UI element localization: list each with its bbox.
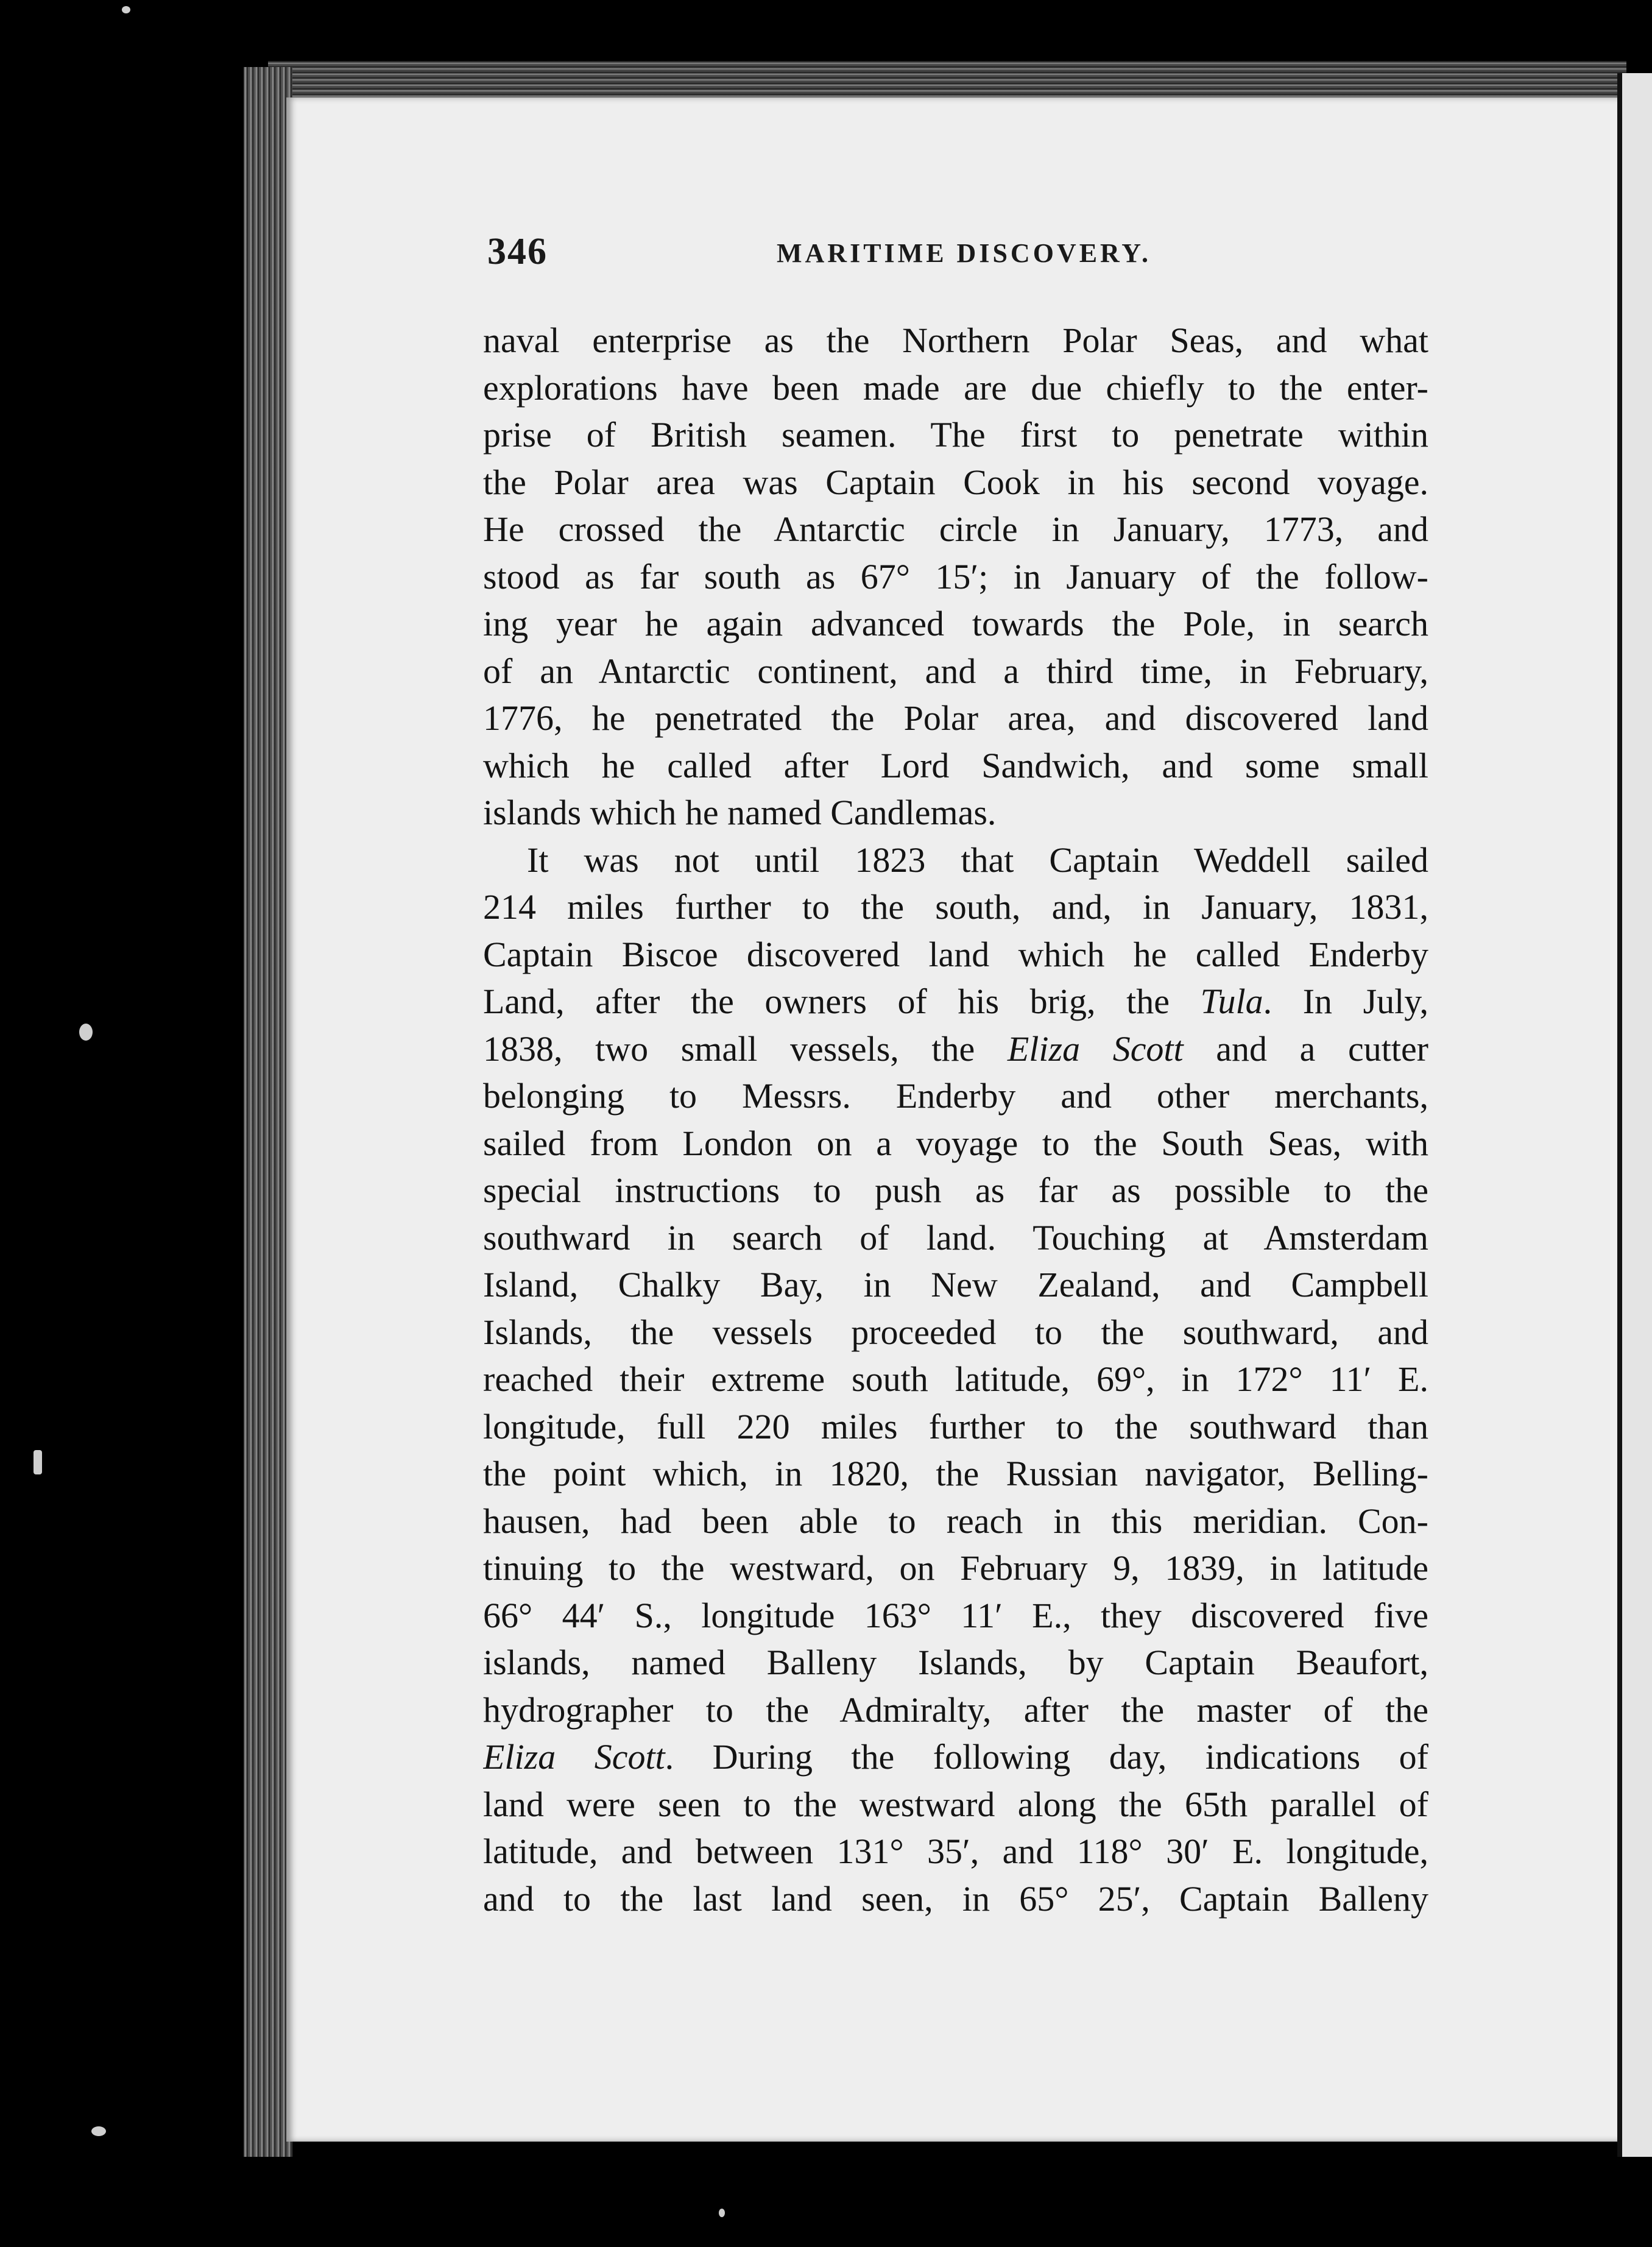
page-header <box>487 230 1431 279</box>
text-line: islands which he named Candlemas. <box>483 793 997 832</box>
scan-speck <box>719 2209 725 2217</box>
text-line: Island, Chalky Bay, in New Zealand, and Campbell <box>483 1265 1428 1304</box>
text-line <box>483 1733 1428 1781</box>
facing-page-edge <box>1617 73 1652 2157</box>
text-line: of an Antarctic continent, and a third time, in February, <box>483 651 1428 691</box>
scan-speck <box>79 1024 93 1041</box>
text-line <box>483 1025 1428 1073</box>
text-line: longitude, full 220 miles further to the southward than <box>483 1406 1428 1446</box>
text-line: prise of British seamen. The first to penetrate within <box>483 415 1428 455</box>
text-line: the Polar area was Captain Cook in his second voyage. <box>483 462 1428 502</box>
text-line: which he called after Lord Sandwich, and some small <box>483 745 1428 785</box>
text-line: sailed from London on a voyage to the South Seas, with <box>483 1123 1428 1163</box>
page-number: 346 <box>487 231 548 272</box>
text-line <box>483 978 1428 1025</box>
text-line: belonging to Messrs. Enderby and other merchants, <box>483 1076 1428 1116</box>
text-line: 1776, he penetrated the Polar area, and discovered land <box>483 698 1428 738</box>
text-run: . In July, <box>1263 982 1428 1021</box>
text-run: and a cutter <box>1183 1028 1428 1069</box>
text-line: stood as far south as 67° 15′; in January of the follow- <box>483 556 1428 596</box>
text-line: naval enterprise as the Northern Polar Seas, and what <box>483 320 1428 360</box>
text-line: explorations have been made are due chiefly to the enter- <box>483 367 1428 408</box>
text-line: ing year he again advanced towards the Pole, in search <box>483 604 1428 643</box>
body-text <box>483 317 1428 1922</box>
text-line: Islands, the vessels proceeded to the southward, and <box>483 1312 1428 1352</box>
text-line: Captain Biscoe discovered land which he called Enderby <box>483 934 1428 974</box>
text-line: land were seen to the westward along the 65th parallel of <box>483 1784 1428 1824</box>
italic-ship-name: Eliza Scott <box>483 1737 665 1777</box>
text-line: latitude, and between 131° 35′, and 118° 30′ E. longitude, <box>483 1831 1428 1871</box>
text-line: special instructions to push as far as possible to the <box>483 1170 1428 1210</box>
text-line: the point which, in 1820, the Russian navigator, Belling- <box>483 1454 1428 1493</box>
italic-ship-name: Tula <box>1200 982 1263 1021</box>
text-run: 1838, two small vessels, the <box>483 1028 1008 1069</box>
text-line: 66° 44′ S., longitude 163° 11′ E., they discovered five <box>483 1595 1428 1635</box>
text-line: It was not until 1823 that Captain Weddell sailed <box>527 840 1428 880</box>
scan-speck <box>91 2126 106 2136</box>
running-title: MARITIME DISCOVERY. <box>777 238 1152 268</box>
text-run: . During the following day, indications of <box>665 1737 1428 1777</box>
text-line: southward in search of land. Touching at Amsterdam <box>483 1217 1428 1258</box>
text-line: hausen, had been able to reach in this meridian. Con- <box>483 1501 1428 1541</box>
text-line: reached their extreme south latitude, 69°, in 172° 11′ E. <box>483 1359 1428 1399</box>
text-run: Land, after the owners of his brig, the <box>483 982 1201 1021</box>
text-line: He crossed the Antarctic circle in January, 1773, and <box>483 509 1428 549</box>
book-page-edges <box>244 67 292 2157</box>
text-line: and to the last land seen, in 65° 25′, Captain Balleny <box>483 1878 1428 1919</box>
italic-ship-name: Eliza Scott <box>1007 1028 1184 1069</box>
scan-speck <box>122 6 130 13</box>
scan-speck <box>34 1450 42 1474</box>
text-line: hydrographer to the Admiralty, after the master of the <box>483 1690 1428 1730</box>
text-line: tinuing to the westward, on February 9, 1839, in latitude <box>483 1548 1428 1588</box>
text-line: islands, named Balleny Islands, by Captain Beaufort, <box>483 1643 1428 1682</box>
text-line: 214 miles further to the south, and, in January, 1831, <box>483 887 1428 927</box>
